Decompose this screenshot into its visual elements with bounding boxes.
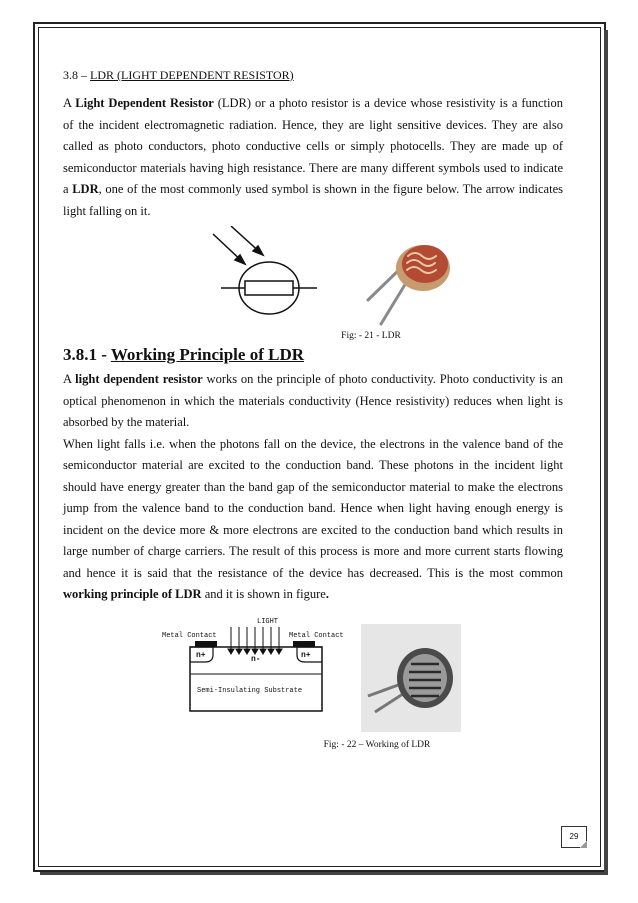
text-run: , one of the most commonly used symbol is shown in the figure below. The arrow indicates light falling on it. xyxy=(63,182,563,218)
text-run: works on the principle of photo conductivity. Photo conductivity is an optical phenomenon in which the materials conductivity (Hence resistivity) reduces when light is absorbed by the material. xyxy=(63,372,563,429)
bold-term: Light Dependent Resistor xyxy=(75,96,214,110)
bold-term: LDR xyxy=(72,182,99,196)
working-diagram xyxy=(63,616,563,736)
light-arrows xyxy=(228,627,282,654)
ldr-circuit-symbol xyxy=(213,226,317,314)
metal-contact-left-label: Metal Contact xyxy=(162,631,217,640)
page-content xyxy=(63,58,563,750)
page-shadow-right xyxy=(604,30,608,875)
text-run: and it is shown in figure xyxy=(201,587,326,601)
figure-22-caption: Fig: - 22 – Working of LDR xyxy=(323,739,431,750)
light-label: LIGHT xyxy=(257,617,279,626)
intro-paragraph xyxy=(63,93,563,222)
bold-term: . xyxy=(325,587,329,601)
subsection-number: 3.8.1 - xyxy=(63,345,111,364)
section-number: 3.8 – xyxy=(63,68,90,82)
substrate-label: Semi-Insulating Substrate xyxy=(197,686,303,695)
ldr-grayscale-photo xyxy=(361,624,461,732)
figure-working xyxy=(63,616,563,736)
n-plus-left-label: n+ xyxy=(196,650,206,660)
n-minus-label: n- xyxy=(251,654,261,664)
subsection-title: Working Principle of LDR xyxy=(110,345,305,364)
explanation-paragraph xyxy=(63,434,563,606)
page-shadow-bottom xyxy=(40,872,608,875)
figure-21-caption: Fig: - 21 - LDR xyxy=(341,331,401,341)
metal-contact-left xyxy=(195,641,217,647)
figure-ldr xyxy=(63,226,563,331)
text-run: A xyxy=(63,372,76,386)
text-run: A xyxy=(63,96,76,110)
metal-contact-right-label: Metal Contact xyxy=(289,631,344,640)
bold-term: working principle of LDR xyxy=(63,587,202,601)
ldr-symbol-and-photo xyxy=(63,226,563,331)
text-run: When light falls i.e. when the photons fall on the device, the electrons in the valence band of the semiconductor material are excited to the conduction band. These photons in the incident light should have energy greater than the band gap of the semiconductor material to make the electrons jump from the valence band to the conduction band. Hence when light having enough energy is incident on the device more & more electrons are excited to the conduction band which results in large number of charge carriers. The result of this process is more and more current starts flowing and hence it is said that the resistance of the device has decreased. This is the most common xyxy=(63,436,563,580)
page-number: 29 xyxy=(561,826,587,848)
section-title: LDR (LIGHT DEPENDENT RESISTOR) xyxy=(90,68,294,82)
section-heading xyxy=(63,68,563,83)
ldr-photo xyxy=(368,245,450,324)
subsection-heading xyxy=(63,345,563,365)
principle-paragraph xyxy=(63,369,563,434)
text-run: (LDR) or a photo resistor is a device whose resistivity is a function of the incident electromagnetic radiation. Hence, they are light sensitive devices. They are also called as photo conductors, photo conductive cells or simply photocells. They are made up of semiconductor materials having high resistance. There are many different symbols used to indicate a xyxy=(63,96,563,196)
bold-term: light dependent resistor xyxy=(75,372,203,386)
metal-contact-right xyxy=(293,641,315,647)
n-plus-right-label: n+ xyxy=(301,650,311,660)
